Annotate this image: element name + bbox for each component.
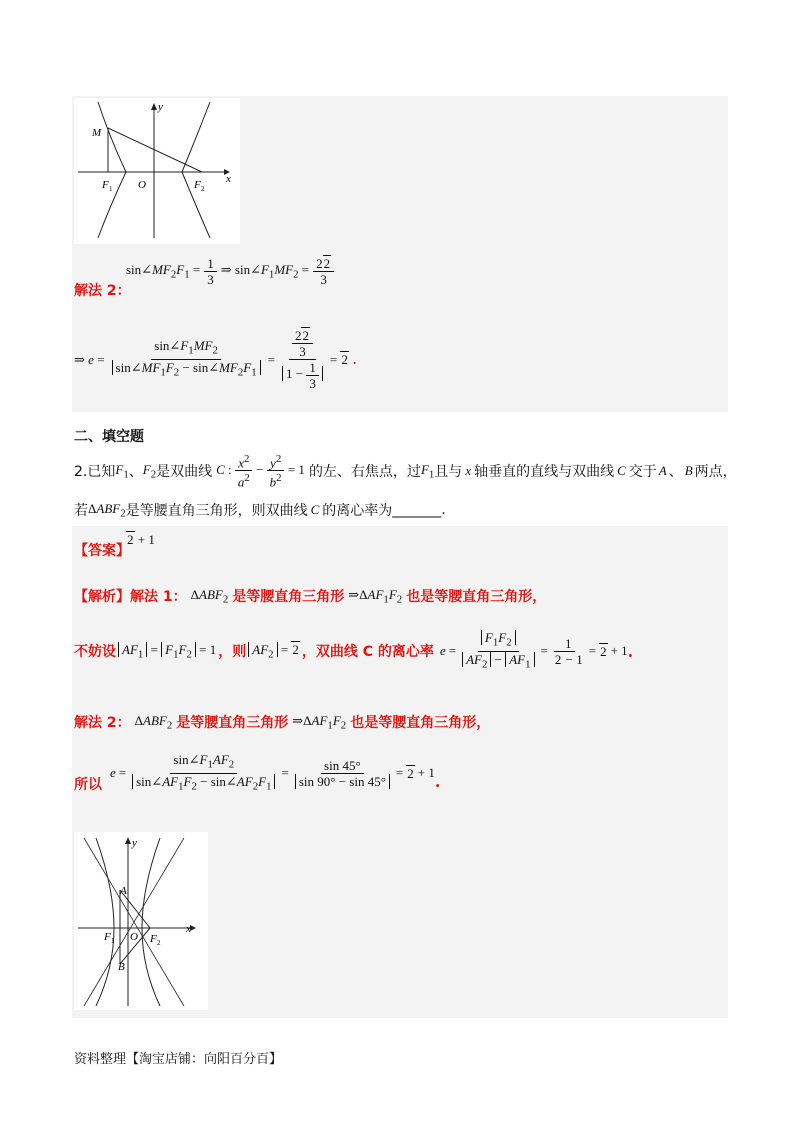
hyperbola-figure-1 [74,98,240,244]
f2-label-2: F [150,933,157,945]
f1-subscript-2: 1 [111,937,115,945]
section-title: 二、填空题 [74,429,144,445]
answer-label: 【答案】 [74,543,130,559]
x-axis-label-2: x [186,923,191,935]
analysis-line2: 不妨设 $AF_1 = F_1F_2 = 1$ ，则 $AF_2 = 2$ ，双曲线 C 的离心率 e = $\frac{F_1F_2}{AF_2 - AF_1}$ = $\frac{1}{2 - 1}$ = 2 + 1 . [74,630,634,671]
method2-equation: $\sin\angle MF_2F_1$ = $\frac{1}{3}$ ⇒ $\sin\angle F_1MF_2$ = $\frac{22}{3}$ [126,256,334,287]
hyperbola-diagram-1 [74,98,240,244]
point-a-label: A [120,885,127,897]
f1-label: F [102,179,109,191]
problem2-line1: 2.已知 $F_1$ 、 $F_2$ 是双曲线 C : $\frac{x^2}{a^2}$ − $\frac{y^2}{b^2}$ = 1 的左、右焦点，过 $F_1$ 且与 x 轴垂直的直线与双曲线 C 交于 A 、 B 两点， [74,453,737,490]
hyperbola-diagram-2 [74,832,208,1010]
answer-value: 2 + 1 [127,532,155,547]
method2b-line1: 解法 2： $\Delta ABF_2$ 是等腰直角三角形 $\Rightarrow\Delta AF_1F_2$ 也是等腰直角三角形， [74,712,491,732]
point-b-label: B [118,961,125,973]
method2b-line2: 所以 e = $\frac{\sin\angle F_1AF_2}{\sin\angle AF_1F_2 - \sin\angle AF_2F_1}$ = $\frac{\sin 45^\circ}{\sin 90^\circ - \sin 45^\circ}$ = 2 + 1 . [74,752,441,794]
method2-label: 解法 2： [74,283,131,299]
f2-subscript-2: 2 [157,939,161,947]
page-footer: 资料整理【淘宝店铺：向阳百分百】 [74,1052,283,1067]
f2-label: F [194,179,201,191]
point-m-label: M [92,127,102,139]
analysis-line1: 【解析】解法 1： $\Delta ABF_2$ 是等腰直角三角形 $\Rightarrow\Delta AF_1F_2$ 也是等腰直角三角形， [74,586,547,606]
y-axis-label-2: y [132,837,137,849]
problem2-line2: 若 $\Delta ABF_2$ 是等腰直角三角形，则双曲线 C 的离心率为 _______ . [74,500,446,520]
origin-label: O [138,179,146,191]
f1-subscript: 1 [109,185,113,193]
origin-label-2: O [130,931,138,943]
f1-label-2: F [104,931,111,943]
x-axis-label: x [226,173,231,185]
f2-subscript: 2 [201,185,205,193]
hyperbola-figure-2 [74,832,208,1010]
y-axis-label: y [158,101,163,113]
eccentricity-equation-1: ⇒ e = $\frac{\sin\angle F_1MF_2}{\sin\angle MF_1F_2 - \sin\angle MF_2F_1}$ = $\frac{22}{3}$ 1 − $\frac{1}{3}$ = 2 . [74,328,357,391]
